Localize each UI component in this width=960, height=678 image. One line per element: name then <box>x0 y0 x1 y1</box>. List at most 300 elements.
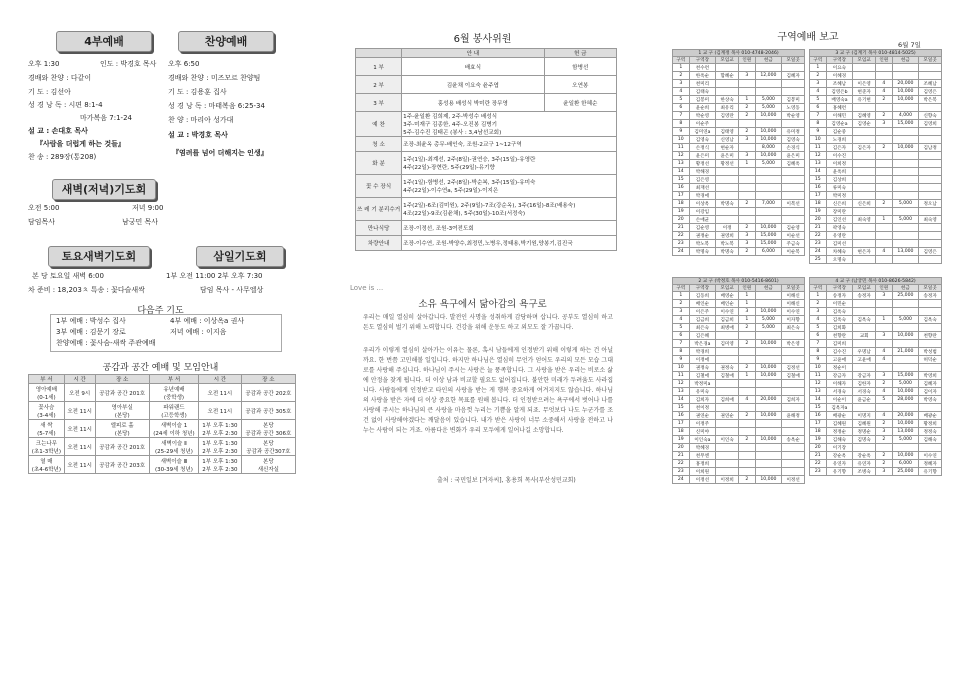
table-cell: 13 <box>673 388 690 396</box>
table-cell: 4 <box>739 396 756 404</box>
table-cell: 공감과 공간 201호 <box>95 384 149 402</box>
table-cell <box>716 348 739 356</box>
table-cell: 영아예배 (0-1세) <box>29 384 65 402</box>
table-row <box>673 436 805 444</box>
table-cell: 20,000 <box>892 80 919 88</box>
table-cell: 송정자 <box>853 292 876 300</box>
volunteers-title: 6월 봉사위원 <box>453 34 512 45</box>
table-cell: 신은희 <box>826 200 853 208</box>
table-cell <box>755 300 782 308</box>
table-cell: 이강임 <box>689 208 716 216</box>
table-cell: 22 <box>673 232 690 240</box>
table-cell: 2 <box>739 324 756 332</box>
table-cell: 1부 오후 1:30 2부 오후 2:30 <box>199 456 242 474</box>
table-cell <box>716 444 739 452</box>
table-cell: 유미정 <box>782 128 805 136</box>
table-cell <box>892 136 919 144</box>
table-cell: 2 <box>876 200 893 208</box>
table-cell: 21 <box>673 224 690 232</box>
table-cell: 권정순 <box>689 232 716 240</box>
table-cell: 10 <box>810 136 827 144</box>
table-cell <box>782 444 805 452</box>
group-subheader: 모임교 <box>853 285 876 292</box>
table-cell <box>876 224 893 232</box>
table-cell: 15,000 <box>892 372 919 380</box>
column-worship-schedule <box>18 0 303 678</box>
table-cell <box>782 404 805 412</box>
row-label: 만나식당 <box>356 221 402 236</box>
table-cell <box>892 340 919 348</box>
table-cell: 김상희 <box>826 176 853 184</box>
table-cell: 12 <box>810 380 827 388</box>
table-cell: 23 <box>810 240 827 248</box>
table-cell: 김철애 <box>782 372 805 380</box>
table-row <box>810 152 942 160</box>
table-cell: 10,000 <box>755 476 782 484</box>
table-cell: 15 <box>810 176 827 184</box>
table-cell <box>739 176 756 184</box>
table-cell: 신영남 <box>716 136 739 144</box>
table-cell <box>853 232 876 240</box>
table-cell: 7 <box>810 340 827 348</box>
table-cell <box>755 420 782 428</box>
heading-wed-prayer: 삼일기도회 <box>196 246 284 267</box>
table-cell: 이은영 <box>853 80 876 88</box>
table-cell <box>853 160 876 168</box>
table-cell: 3 <box>876 428 893 436</box>
table-row <box>810 300 942 308</box>
table-cell <box>755 120 782 128</box>
table-cell: 10,000 <box>755 112 782 120</box>
table-cell: 김혜자 <box>919 380 942 388</box>
table-cell <box>782 184 805 192</box>
volunteer-duty: 1주(1일)-최계선, 2주(8일)-권연승, 3주(15일)-유영란 4주(22일)-장현란, 5주(29일)-유기향 <box>402 152 617 175</box>
table-row <box>673 208 805 216</box>
row-label: 3 부 <box>356 94 402 112</box>
table-cell: 1 <box>739 292 756 300</box>
table-cell <box>892 224 919 232</box>
table-cell: 오전 11시 <box>199 384 242 402</box>
table-cell <box>876 136 893 144</box>
table-row <box>356 58 617 76</box>
table-cell: 이요숙 <box>826 64 853 72</box>
table-row <box>810 168 942 176</box>
table-cell <box>782 468 805 476</box>
table-cell: 12 <box>673 380 690 388</box>
table-cell: 17 <box>673 192 690 200</box>
table-row <box>810 348 942 356</box>
table-cell: 20 <box>673 444 690 452</box>
table-cell: 10,000 <box>892 452 919 460</box>
table-cell: 오명숙 <box>826 256 853 264</box>
table-cell: 김희애 <box>716 396 739 404</box>
table-cell: 신미야 <box>689 428 716 436</box>
table-cell: 14 <box>810 168 827 176</box>
table-cell: 김동희 <box>689 292 716 300</box>
table-cell: 4 <box>876 388 893 396</box>
table-cell: 8,000 <box>755 144 782 152</box>
table-cell: 윤순희 <box>689 104 716 112</box>
table-cell: 윤해정 <box>782 412 805 420</box>
table-cell <box>755 208 782 216</box>
next-evening: 저녁 예배 : 이지음 <box>170 328 227 336</box>
praise-choir: 찬 양 : 마리아 성가대 <box>168 116 234 124</box>
table-cell: 천이정 <box>689 404 716 412</box>
table-cell: 18 <box>673 200 690 208</box>
table-cell: 2 <box>739 104 756 112</box>
table-cell: 23 <box>810 468 827 476</box>
table-cell: 22 <box>810 232 827 240</box>
table-cell <box>853 152 876 160</box>
table-cell <box>716 184 739 192</box>
table-cell <box>782 428 805 436</box>
table-cell: 공감과 공간 202호 <box>241 384 295 402</box>
table-cell: 3 <box>810 80 827 88</box>
praise-prayer: 기 도 : 김용훈 집사 <box>168 88 227 96</box>
table-cell: 박노복 <box>689 240 716 248</box>
table-row <box>810 452 942 460</box>
table-cell <box>739 192 756 200</box>
table-cell: 손정식 <box>689 144 716 152</box>
table-row <box>673 152 805 160</box>
table-cell: 박명숙 <box>689 248 716 256</box>
table-cell: 김남정 <box>919 144 942 152</box>
next-3rd: 3부 예배 : 김문기 장로 <box>56 328 126 336</box>
table-cell: 강금자 <box>853 372 876 380</box>
group-header-row <box>810 278 942 285</box>
table-cell <box>919 364 942 372</box>
table-cell: 9 <box>810 128 827 136</box>
table-row <box>810 340 942 348</box>
table-cell: 박은영 <box>782 340 805 348</box>
table-row <box>673 160 805 168</box>
table-cell: 13 <box>810 388 827 396</box>
table-cell: 10,000 <box>755 412 782 420</box>
table-cell: 김희자 <box>782 396 805 404</box>
essay-paragraph-1: 우리는 매일 열심히 살아갑니다. 발전인 사명을 성취하게 감당하며 삽니다. 공부도 열심히 하고 돈도 열심히 벌기 위해 노력합니다. 건강을 위해 운동도 하고 외모도 잘 가꿉니다. <box>363 314 613 331</box>
table-cell <box>876 444 893 452</box>
group-3-table <box>809 49 942 264</box>
table-cell: 김영란 <box>716 112 739 120</box>
table-cell: 공감과 공간 203호 <box>95 456 149 474</box>
praise-sermon: 설 교 : 박경호 목사 <box>168 131 228 139</box>
table-row <box>810 324 942 332</box>
next-1st: 1부 예배 : 박성수 집사 <box>56 317 126 325</box>
table-header: 시 간 <box>199 375 242 384</box>
table-cell: 4 <box>876 88 893 96</box>
table-cell: 13,000 <box>892 248 919 256</box>
heading-4th-service: 4부예배 <box>56 31 152 52</box>
table-cell: 3 <box>876 332 893 340</box>
table-cell <box>853 192 876 200</box>
table-cell <box>782 332 805 340</box>
table-cell: 유연자 <box>826 460 853 468</box>
table-cell: 1 <box>876 216 893 224</box>
table-cell: 10,000 <box>892 88 919 96</box>
table-cell: 본당 공감과 공간307호 <box>241 438 295 456</box>
table-cell <box>892 184 919 192</box>
table-cell: 김은자 <box>853 144 876 152</box>
table-cell <box>892 104 919 112</box>
table-cell <box>716 64 739 72</box>
table-cell: 3 <box>876 468 893 476</box>
table-cell: 1 <box>739 160 756 168</box>
table-cell: 유기현 <box>853 96 876 104</box>
volunteer-guide: 김윤채 이요숙 윤주엽 <box>402 76 544 94</box>
table-cell: 이해민 <box>826 112 853 120</box>
dawn-leader: 남궁민 목사 <box>122 218 159 226</box>
table-cell <box>716 420 739 428</box>
table-cell: 김인선 <box>826 216 853 224</box>
table-cell: 13 <box>810 160 827 168</box>
group-subheader: 구역 <box>673 285 690 292</box>
s4-sermon-title: 『사람을 더럽게 하는 것들』 <box>36 140 125 148</box>
table-row <box>810 88 942 96</box>
table-cell <box>876 168 893 176</box>
table-cell <box>782 388 805 396</box>
table-cell: 4 <box>876 80 893 88</box>
table-cell <box>782 348 805 356</box>
table-cell <box>782 460 805 468</box>
table-cell: 이순선 <box>782 232 805 240</box>
table-cell: 4 <box>876 248 893 256</box>
table-row <box>810 144 942 152</box>
table-cell: 신향숙 <box>919 112 942 120</box>
table-cell <box>919 340 942 348</box>
table-cell: 이순복 <box>782 248 805 256</box>
table-cell: 이수연 <box>716 308 739 316</box>
table-cell: 김해숙 <box>919 436 942 444</box>
table-cell: 이기장 <box>826 444 853 452</box>
table-row <box>673 144 805 152</box>
table-cell <box>919 72 942 80</box>
table-cell <box>919 136 942 144</box>
table-cell <box>892 128 919 136</box>
table-cell: 박영희 <box>919 372 942 380</box>
group-subheader: 모일곳 <box>919 57 942 64</box>
table-cell: 5 <box>876 396 893 404</box>
table-row <box>673 396 805 404</box>
table-cell: 최병애 <box>716 324 739 332</box>
table-cell: 김영순 <box>853 120 876 128</box>
table-cell <box>716 208 739 216</box>
table-cell: 1 <box>810 292 827 300</box>
group-subheader: 모임교 <box>853 57 876 64</box>
table-cell: 박경애 <box>689 192 716 200</box>
table-row <box>810 184 942 192</box>
volunteer-guide: 배효식 <box>402 58 544 76</box>
table-cell: 배영순 <box>716 292 739 300</box>
table-cell: 이희원 <box>689 468 716 476</box>
table-cell: 23 <box>673 468 690 476</box>
table-cell: 박은경a <box>689 340 716 348</box>
table-cell: 8 <box>810 120 827 128</box>
table-cell <box>853 64 876 72</box>
dawn-leader-label: 담임목사 <box>28 218 56 226</box>
table-header: 부 서 <box>149 375 198 384</box>
table-row <box>356 221 617 236</box>
table-cell: 정정순 <box>826 428 853 436</box>
table-cell: 12,000 <box>755 72 782 80</box>
table-row <box>356 152 617 175</box>
table-row <box>673 292 805 300</box>
table-cell: 조혜남 <box>826 80 853 88</box>
table-cell: 15,000 <box>892 120 919 128</box>
table-cell <box>876 160 893 168</box>
table-cell <box>919 308 942 316</box>
table-cell: 유기향 <box>826 468 853 476</box>
table-row <box>810 428 942 436</box>
table-cell <box>919 232 942 240</box>
table-cell: 권연순 <box>716 412 739 420</box>
table-cell: 이인숙 <box>716 436 739 444</box>
table-cell: 김희화 <box>826 324 853 332</box>
table-cell: 오전 11시 <box>64 456 95 474</box>
table-row <box>673 64 805 72</box>
table-cell: 꽃사슴 (3-4세) <box>29 402 65 420</box>
table-cell: 5,000 <box>755 96 782 104</box>
table-cell: 공감과 공간 201호 <box>95 438 149 456</box>
table-cell: 10,000 <box>755 364 782 372</box>
table-cell: 오전 11시 <box>64 420 95 438</box>
table-row <box>673 136 805 144</box>
table-row <box>810 120 942 128</box>
table-cell: 정순이 <box>826 364 853 372</box>
table-cell <box>853 308 876 316</box>
table-cell: 1 <box>673 64 690 72</box>
table-cell: 이수연 <box>782 308 805 316</box>
table-cell: 2 <box>739 112 756 120</box>
table-header: 부 서 <box>29 375 65 384</box>
table-cell: 한상숙 <box>716 96 739 104</box>
table-cell: 2 <box>739 340 756 348</box>
table-cell <box>739 348 756 356</box>
table-cell <box>755 80 782 88</box>
table-cell: 류미숙 <box>826 184 853 192</box>
table-cell: 천향란 <box>826 332 853 340</box>
table-cell: 정명순 <box>853 428 876 436</box>
table-row <box>810 436 942 444</box>
table-cell: 4 <box>876 412 893 420</box>
table-cell <box>716 468 739 476</box>
table-cell: 2 <box>876 144 893 152</box>
table-cell <box>853 224 876 232</box>
table-cell: 8 <box>673 120 690 128</box>
table-cell: 4,000 <box>892 112 919 120</box>
table-cell: 1 <box>739 300 756 308</box>
table-cell: 15 <box>673 404 690 412</box>
table-header: 장 소 <box>95 375 149 384</box>
table-cell <box>716 216 739 224</box>
essay-source: 출처 : 국민일보 [겨자씨], 홍용희 목사(부산성민교회) <box>437 477 576 484</box>
table-cell: 21,000 <box>892 348 919 356</box>
table-cell <box>853 300 876 308</box>
table-cell <box>782 88 805 96</box>
table-cell: 박노복 <box>716 240 739 248</box>
table-cell: 9 <box>810 356 827 364</box>
table-cell <box>739 420 756 428</box>
table-cell <box>919 128 942 136</box>
table-cell: 윤금순 <box>853 396 876 404</box>
table-cell: 공감과 공간 305호 <box>241 402 295 420</box>
table-cell: 4 <box>876 356 893 364</box>
table-cell: 이정주 <box>689 420 716 428</box>
table-cell <box>716 356 739 364</box>
table-cell: 서경숙 <box>853 388 876 396</box>
group-subheader: 헌금 <box>755 57 782 64</box>
table-cell: 장미란 <box>826 208 853 216</box>
table-row <box>356 94 617 112</box>
table-cell: 조병숙 <box>853 468 876 476</box>
table-cell <box>755 184 782 192</box>
table-row <box>356 198 617 221</box>
table-cell: 10,000 <box>755 152 782 160</box>
table-cell: 18 <box>810 200 827 208</box>
table-cell: 주금숙 <box>782 240 805 248</box>
table-cell: 2 <box>673 300 690 308</box>
table-cell: 13 <box>673 160 690 168</box>
table-cell: 정정숙 <box>919 428 942 436</box>
volunteer-duty: 조장-최윤옥 총무-배인숙, 조원-2교구 1~12구역 <box>402 137 617 152</box>
table-cell <box>876 308 893 316</box>
table-cell <box>755 388 782 396</box>
table-cell: 20 <box>673 216 690 224</box>
table-cell <box>919 224 942 232</box>
table-cell: 새벽이슬 Ⅱ (25-29세 청년) <box>149 438 198 456</box>
table-row <box>673 300 805 308</box>
table-cell <box>876 364 893 372</box>
table-row <box>673 404 805 412</box>
table-cell: 최은숙 <box>782 324 805 332</box>
table-cell: 크는나무 (초1-3학년) <box>29 438 65 456</box>
table-row <box>810 332 942 340</box>
table-cell: 김혜자 <box>782 72 805 80</box>
table-cell: 황정선 <box>716 160 739 168</box>
table-cell <box>892 364 919 372</box>
table-cell: 천미리 <box>689 80 716 88</box>
table-cell <box>876 184 893 192</box>
table-cell: 이정선 <box>782 476 805 484</box>
table-cell: 이순주 <box>689 120 716 128</box>
table-cell: 5,000 <box>755 316 782 324</box>
group-subheader: 인원 <box>876 57 893 64</box>
table-cell: 김옥숙 <box>826 308 853 316</box>
table-cell <box>782 192 805 200</box>
table-row <box>356 76 617 94</box>
table-cell: 22 <box>810 460 827 468</box>
table-cell: 현순자 <box>716 144 739 152</box>
table-cell: 박순영 <box>689 112 716 120</box>
table-cell <box>739 388 756 396</box>
dawn-time-pm: 저녁 9:00 <box>132 204 164 212</box>
praise-hymn: 경배와 찬양 : 미즈모르 찬양팀 <box>168 74 261 82</box>
table-cell <box>739 120 756 128</box>
table-cell: 3 <box>739 72 756 80</box>
next-praise: 찬양예배 : 꽃사슴-새싹 주관예배 <box>56 339 156 347</box>
table-cell <box>919 104 942 112</box>
table-cell <box>755 460 782 468</box>
table-row <box>356 112 617 137</box>
table-cell <box>853 104 876 112</box>
table-cell: 2 <box>876 380 893 388</box>
table-cell <box>892 240 919 248</box>
table-cell: 이수진 <box>826 152 853 160</box>
table-cell: 홍정희 <box>689 460 716 468</box>
table-cell: 22 <box>673 460 690 468</box>
table-cell <box>782 216 805 224</box>
table-cell <box>716 452 739 460</box>
table-cell: 2 <box>876 452 893 460</box>
